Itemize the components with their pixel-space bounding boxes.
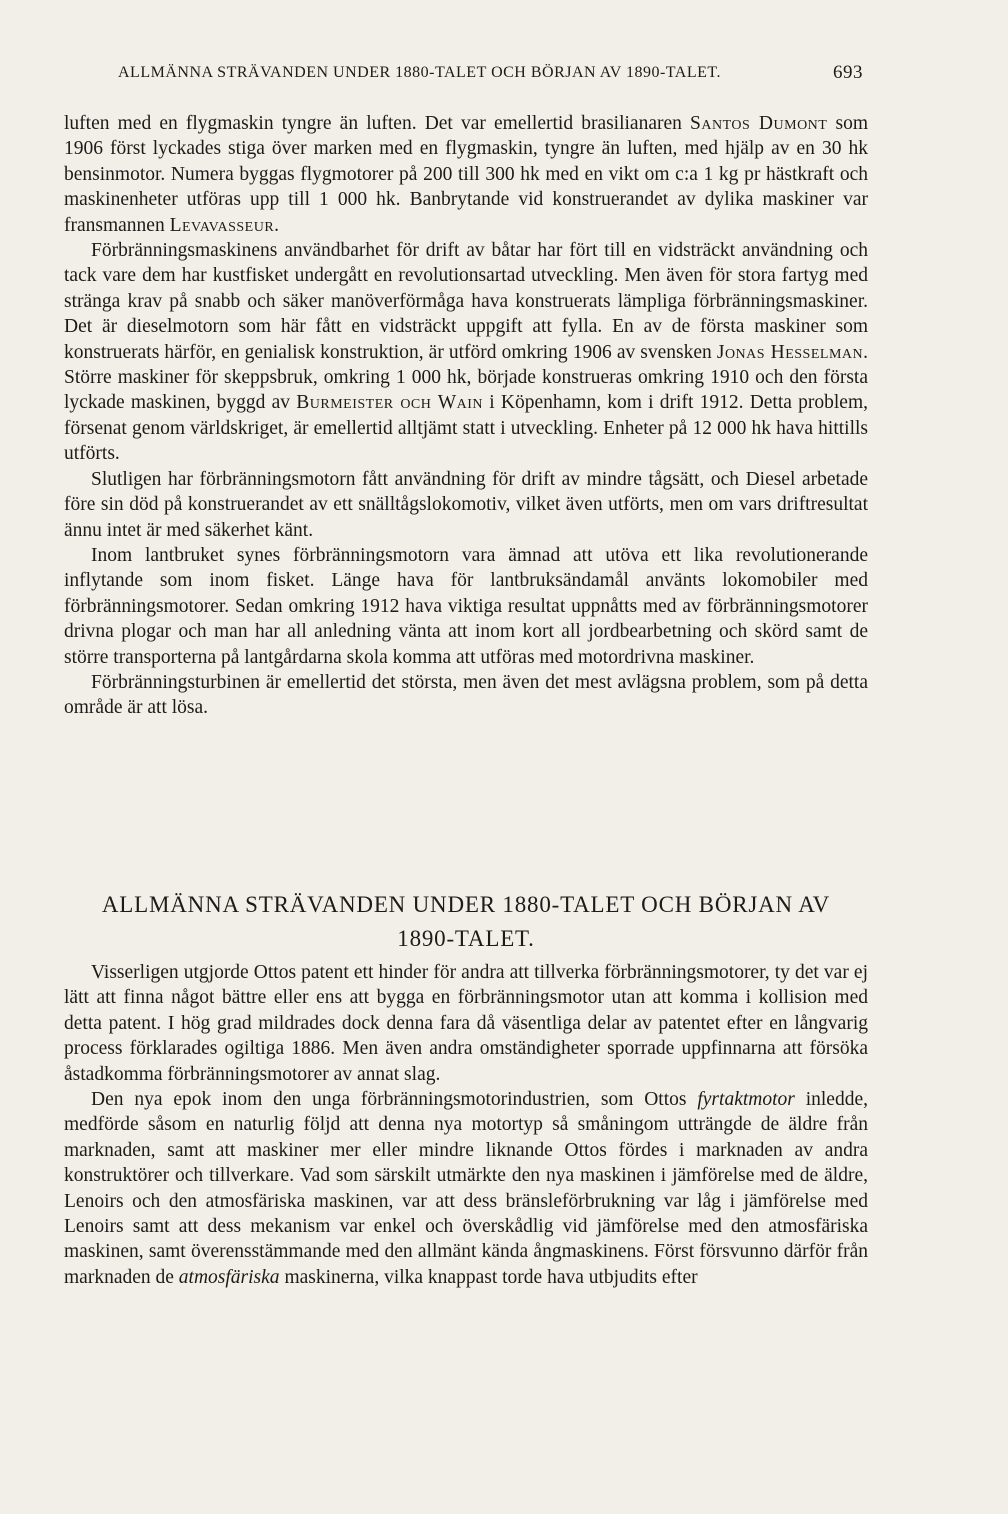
person-name: Santos Dumont [690,113,828,134]
person-name: Levavasseur [169,214,275,236]
paragraph: Förbränningsmaskinens användbarhet för drift av båtar har fört till en vidsträckt användning och tack vare dem har kustfisket undergått en revolutionsartad utveckling. Men även för stora fartyg med stränga krav på snabb och säker manöverförmåga hava konstruerats lämpliga förbränningsmaskiner. Det är dieselmotorn som här fått en vidsträckt uppgift att fylla. En av de första maskiner som konstruerats härför, en genialisk konstruktion, är utförd omkring 1906 av svensken Jonas Hesselman. Större maskiner för skeppsbruk, omkring 1 000 hk, började konstrueras omkring 1910 och den första lyckade maskinen, byggd av Burmeister och Wain i Köpenhamn, kom i drift 1912. Detta problem, försenat genom världskriget, är emellertid alltjämt statt i utveckling. Enheter på 12 000 hk hava hittills utförts. [64,240,868,465]
section-heading-line: ALLMÄNNA STRÄVANDEN UNDER 1880-TALET OCH BÖRJAN AV [101,892,831,917]
paragraph: Förbränningsturbinen är emellertid det största, men även det mest avlägsna problem, som på detta område är att lösa. [64,671,868,719]
running-title: ALLMÄNNA STRÄVANDEN UNDER 1880-TALET OCH BÖRJAN AV 1890-TALET. [118,64,721,81]
section-heading-line: 1890-TALET. [397,926,535,951]
section-1-text [64,111,868,721]
paragraph: Inom lantbruket synes förbränningsmotorn vara ämnad att utöva ett lika revolutionerande inflytande som inom fisket. Länge hava för lantbruksändamål använts lokomobiler med förbränningsmotorer. Sedan omkring 1912 hava viktiga resultat uppnåtts med av förbränningsmotorer drivna plogar och man har all anledning vänta att inom kort all jordbearbetning och skörd samt de större transporterna på lantgårdarna skola komma att utföras med motordrivna maskiner. [64,544,868,668]
paragraph: Den nya epok inom den unga förbränningsmotorindustrien, som Ottos fyrtaktmotor inledde, medförde såsom en naturlig följd att denna nya motortyp så småningom utträngde de äldre från marknaden, samt att maskiner mer eller mindre liknande Ottos fördes i marknaden av andra konstruktörer och tillverkare. Vad som särskilt utmärkte den nya maskinen i jämförelse med de äldre, Lenoirs och den atmosfäriska maskinen, var att dess bränsleförbrukning var låg i jämförelse med Lenoirs samt att dess mekanism var enkel och överskådlig vid jämförelse med den atmosfäriska maskinen, samt överensstämmande med den allmänt kända ångmaskinens. Först försvunno därför från marknaden de atmosfäriska maskinerna, vilka knappast torde hava utbjudits efter [64,1089,868,1288]
page-number: 693 [833,62,863,83]
company-name: Burmeister och Wain [296,392,484,414]
paragraph: luften med en flygmaskin tyngre än luften. Det var emellertid brasilianaren Santos Dumont som 1906 först lyckades stiga över marken med en flygmaskin, tyngre än luften, med hjälp av en 30 hk bensinmotor. Numera byggas flygmotorer på 200 till 300 hk med en vikt om c:a 1 kg pr hästkraft och maskinenheter utföras upp till 1 000 hk. Banbrytande vid konstruerandet av dylika maskiner var fransmannen Levavasseur. [64,113,868,236]
section-2-text [64,960,868,1290]
section-heading [64,888,868,956]
emphasis: fyrtaktmotor [697,1089,795,1111]
emphasis: atmosfäriska [178,1266,280,1288]
paragraph: Visserligen utgjorde Ottos patent ett hinder för andra att tillverka förbränningsmotorer, ty det var ej lätt att finna något bättre eller ens att bygga en förbränningsmotor utan att komma i kollision med detta patent. I hög grad mildrades dock denna fara då väsentliga delar av patentet efter en långvarig process förklarades ogiltiga 1886. Men även andra omständigheter sporrade uppfinnarna att försöka åstadkomma förbränningsmotorer av annat slag. [64,962,868,1085]
person-name: Jonas Hesselman [716,341,864,363]
paragraph: Slutligen har förbränningsmotorn fått användning för drift av mindre tågsätt, och Diesel arbetade före sin död på konstruerandet av ett snälltågslokomotiv, vilket även utförts, men om vars driftresultat ännu intet är med säkerhet känt. [64,468,868,541]
